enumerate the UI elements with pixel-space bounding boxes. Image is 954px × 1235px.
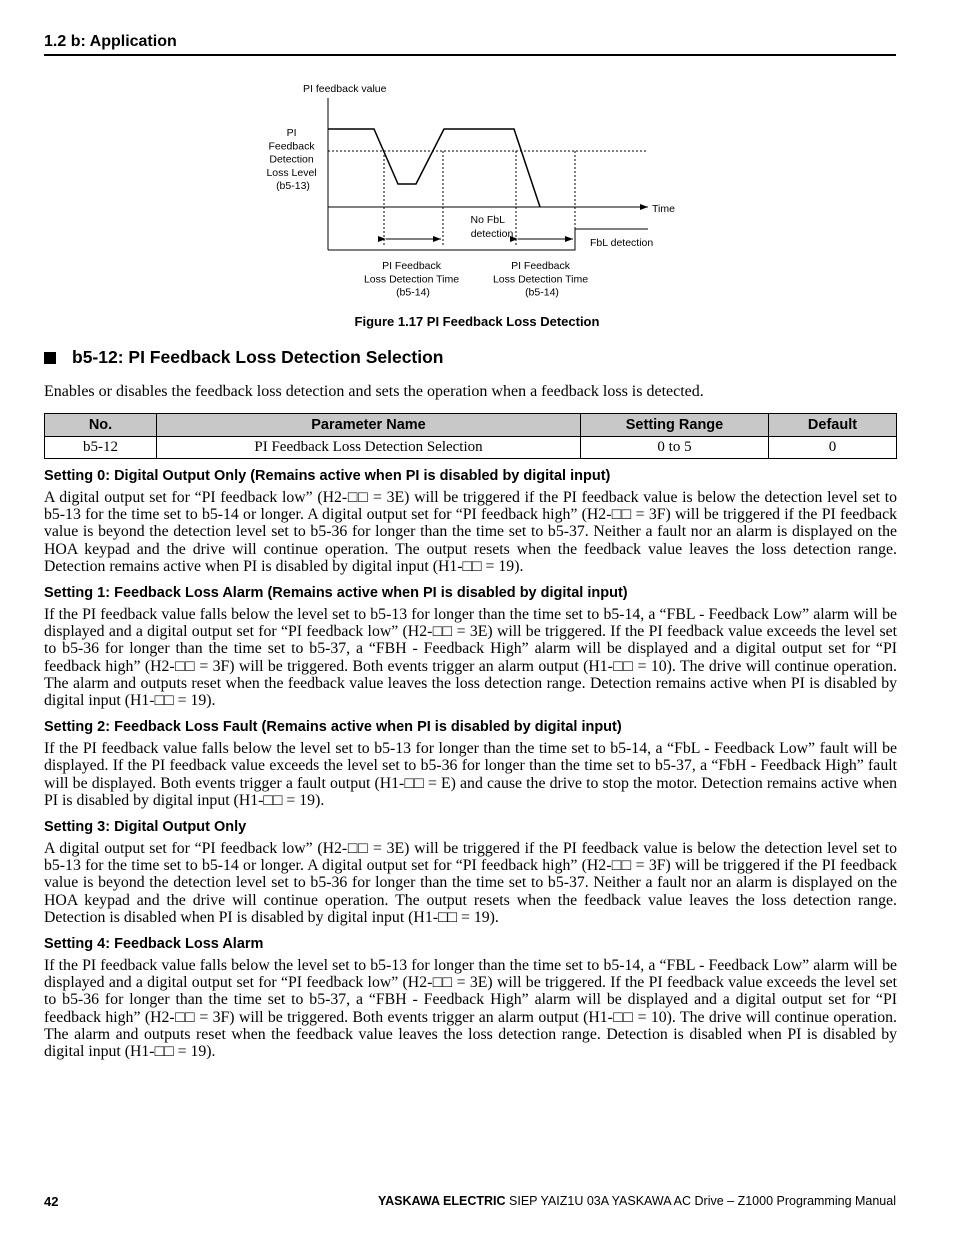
footer-doc-title: SIEP YAIZ1U 03A YASKAWA AC Drive – Z1000 Programming Manual — [505, 1194, 896, 1208]
parameter-heading-text: b5-12: PI Feedback Loss Detection Selection — [72, 347, 444, 367]
x-axis-label: Time — [652, 203, 675, 215]
detection-level-label: PI Feedback Detection Loss Level (b5-13) — [266, 127, 317, 193]
section-header: 1.2 b: Application — [44, 33, 896, 56]
cell-parameter-name: PI Feedback Loss Detection Selection — [157, 437, 581, 459]
time-label-1: PI Feedback Loss Detection Time (b5-14) — [363, 260, 460, 299]
page-number: 42 — [44, 1194, 59, 1209]
heading-bullet-icon — [44, 352, 56, 364]
no-fbl-label: No FbL detection — [470, 214, 514, 240]
feedback-signal-line — [328, 129, 540, 207]
parameter-heading — [44, 347, 444, 368]
settings-list — [44, 467, 897, 1069]
setting-body: If the PI feedback value falls below the level set to b5-13 for longer than the time set to b5-14, a “FBL - Feedback Low” alarm will be displayed and a digital output set for “PI feedback low” (H2-□□ = 3E) will be triggered. If the PI feedback value exceeds the level set to b5-36 for longer than the time set to b5-37, a “FBH - Feedback High” alarm will be displayed and a digital output set for “PI feedback high” (H2-□□ = 3F) will be triggered. Both events trigger an alarm output (H1-□□ = 10). The drive will continue operation. The alarm and outputs reset when the feedback value leaves the loss detection range. Detection remains active when PI is disabled by digital input (H1-□□ = 19). — [44, 606, 897, 710]
setting-title: Setting 1: Feedback Loss Alarm (Remains active when PI is disabled by digital input) — [44, 585, 628, 602]
cell-no: b5-12 — [45, 437, 157, 459]
footer-brand: YASKAWA ELECTRIC — [377, 1194, 506, 1208]
header-parameter-name: Parameter Name — [157, 414, 581, 437]
fbl-detection-label: FbL detection — [590, 237, 654, 249]
setting-body: A digital output set for “PI feedback low” (H2-□□ = 3E) will be triggered if the PI feedback value is below the detection level set to b5-13 for the time set to b5-14 or longer. A digital output set for “PI feedback high” (H2-□□ = 3F) will be triggered if the PI feedback value is beyond the detection level set to b5-36 for longer than the time set to b5-37. Neither a fault nor an alarm is displayed on the HOA keypad and the drive will continue operation. The output resets when the feedback value leaves the loss detection range. Detection is disabled when PI is disabled by digital input (H1-□□ = 19). — [44, 840, 897, 926]
setting-body: If the PI feedback value falls below the level set to b5-13 for longer than the time set to b5-14, a “FbL - Feedback Low” fault will be displayed. If the PI feedback value exceeds the level set to b5-36 for longer than the time set to b5-37, a “FbH - Feedback High” fault will be displayed. Both events trigger a fault output (H1-□□ = E) and cause the drive to stop the motor. Detection remains active when PI is disabled by digital input (H1-□□ = 19). — [44, 740, 897, 809]
setting-1 — [44, 584, 897, 709]
setting-title: Setting 2: Feedback Loss Fault (Remains active when PI is disabled by digital input) — [44, 719, 622, 736]
setting-4 — [44, 935, 897, 1060]
setting-title: Setting 0: Digital Output Only (Remains active when PI is disabled by digital input) — [44, 468, 611, 484]
header-setting-range: Setting Range — [581, 414, 769, 437]
setting-3 — [44, 818, 897, 926]
y-axis-label: PI feedback value — [303, 83, 387, 95]
time-label-2: PI Feedback Loss Detection Time (b5-14) — [492, 260, 589, 299]
table-header-row — [45, 414, 897, 437]
header-default: Default — [769, 414, 897, 437]
table-row — [45, 437, 897, 459]
footer-doc-info — [378, 1194, 896, 1208]
parameter-intro: Enables or disables the feedback loss detection and sets the operation when a feedback loss is detected. — [44, 383, 704, 400]
parameter-table — [44, 413, 897, 459]
setting-title: Setting 4: Feedback Loss Alarm — [44, 936, 264, 953]
setting-2 — [44, 718, 897, 809]
setting-0 — [44, 467, 897, 575]
setting-title: Setting 3: Digital Output Only — [44, 819, 247, 836]
pi-feedback-loss-figure — [0, 0, 954, 310]
figure-caption: Figure 1.17 PI Feedback Loss Detection — [354, 314, 600, 329]
cell-default: 0 — [769, 437, 897, 459]
cell-setting-range: 0 to 5 — [581, 437, 769, 459]
header-no: No. — [45, 414, 157, 437]
setting-body: If the PI feedback value falls below the level set to b5-13 for longer than the time set to b5-14, a “FBL - Feedback Low” alarm will be displayed and a digital output set for “PI feedback low” (H2-□□ = 3E) will be triggered. If the PI feedback value exceeds the level set to b5-36 for longer than the time set to b5-37, a “FBH - Feedback High” alarm will be displayed and a digital output set for “PI feedback high” (H2-□□ = 3F) will be triggered. Both events trigger an alarm output (H1-□□ = 10). The drive will continue operation. The alarm and outputs reset when the feedback value leaves the loss detection range. Detection is disabled when PI is disabled by digital input (H1-□□ = 19). — [44, 957, 897, 1061]
setting-body: A digital output set for “PI feedback low” (H2-□□ = 3E) will be triggered if the PI feedback value is below the detection level set to b5-13 for the time set to b5-14 or longer. A digital output set for “PI feedback high” (H2-□□ = 3F) will be triggered if the PI feedback value is beyond the detection level set to b5-36 for longer than the time set to b5-37. Neither a fault nor an alarm is displayed on the HOA keypad and the drive will continue operation. The output resets when the feedback value leaves the loss detection range. Detection remains active when PI is disabled by digital input (H1-□□ = 19). — [44, 489, 897, 575]
